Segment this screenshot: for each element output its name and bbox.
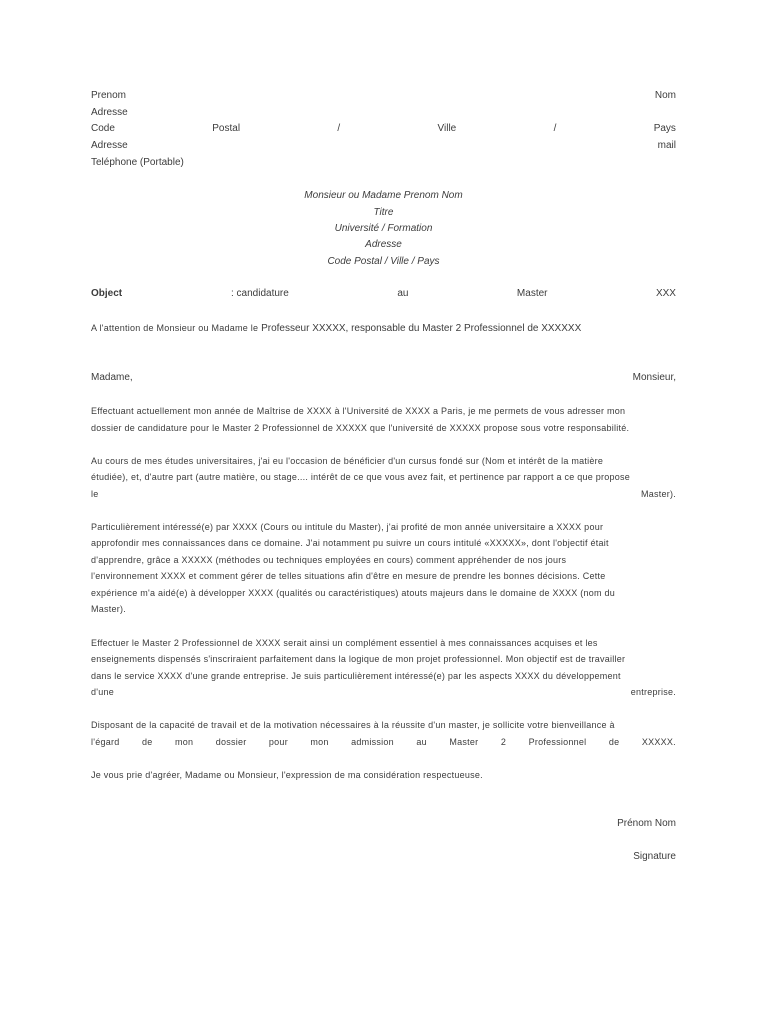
object-part: : candidature (231, 288, 289, 299)
p5-word: XXXXX. (641, 737, 676, 747)
sender-name-line (91, 90, 676, 102)
paragraph-4-last-line (91, 686, 676, 698)
attention-rest: Professeur XXXXX, responsable du Master 2 Professionnel de XXXXXX (261, 323, 582, 334)
sender-mail-left: Adresse (91, 140, 128, 151)
paragraph-5-second-line (91, 736, 676, 748)
object-part: Master (516, 288, 548, 299)
sender-mail-right: mail (657, 140, 676, 151)
p5-word: l'égard (91, 737, 120, 747)
paragraph-3-line: Particulièrement intéressé(e) par XXXX (Cours ou intitule du Master), j'ai profité de mon année universitaire a XXXX pour (91, 522, 604, 532)
p4-last-right: entreprise. (630, 687, 676, 697)
paragraph-2-line: étudiée), et, d'autre part (autre matière, ou stage.... intérêt de ce que vous avez fait, et pertinence par rapport a ce que propose (91, 472, 631, 482)
p5-word: mon (174, 737, 194, 747)
recipient-address: Adresse (365, 239, 402, 250)
sender-adresse: Adresse (91, 107, 128, 118)
paragraph-3-last-line: Master). (91, 604, 127, 614)
p5-word: admission (351, 737, 394, 747)
cp-part: / (553, 123, 557, 134)
p5-word: Master (449, 737, 479, 747)
cp-part: / (337, 123, 341, 134)
attention-prefix: A l'attention de Monsieur ou Madame le (91, 323, 262, 333)
p5-word: dossier (215, 737, 247, 747)
recipient-university: Université / Formation (334, 223, 433, 234)
paragraph-4-line: enseignements dispensés s'inscriraient parfaitement dans la logique de mon projet professionnel. Mon objectif est de travailler (91, 654, 626, 664)
paragraph-1-line: dossier de candidature pour le Master 2 Professionnel de XXXXX que l'université de XXXXX propose sous votre responsabilité. (91, 423, 630, 433)
object-label: Object (91, 288, 123, 299)
attention-line (91, 322, 676, 335)
paragraph-4-line: Effectuer le Master 2 Professionnel de XXXX serait ainsi un complément essentiel à mes connaissances acquises et les (91, 638, 598, 648)
paragraph-3-line: d'apprendre, grâce a XXXXX (méthodes ou techniques employées en cours) comment appréhender de nos jours (91, 555, 567, 565)
salutation-right: Monsieur, (632, 372, 676, 383)
paragraph-3-line: approfondir mes connaissances dans ce domaine. J'ai notamment pu suivre un cours intitulé «XXXXX», dont l'objectif était (91, 538, 609, 548)
recipient-name: Monsieur ou Madame Prenom Nom (304, 190, 463, 201)
paragraph-2-last-line (91, 488, 676, 500)
object-part: au (397, 288, 409, 299)
signature-name: Prénom Nom (617, 818, 676, 829)
salutation-line (91, 372, 676, 384)
p5-word: 2 (500, 737, 507, 747)
paragraph-5-line: Disposant de la capacité de travail et de la motivation nécessaires à la réussite d'un master, je sollicite votre bienveillance à (91, 720, 615, 730)
closing-line: Je vous prie d'agréer, Madame ou Monsieur, l'expression de ma considération respectueuse. (91, 770, 483, 780)
p5-word: de (141, 737, 153, 747)
p2-last-left: le (91, 489, 99, 499)
paragraph-1-line: Effectuant actuellement mon année de Maîtrise de XXXX à l'Université de XXXX a Paris, je me permets de vous adresser mon (91, 406, 626, 416)
p5-word: au (416, 737, 427, 747)
object-part: XXX (655, 288, 676, 299)
sender-prenom: Prenom (91, 90, 127, 101)
paragraph-3-line: expérience m'a aidé(e) à développer XXXX (qualités ou caractéristiques) atouts majeurs dans le domaine de XXXX (nom du (91, 588, 615, 598)
sender-nom: Nom (654, 90, 676, 101)
sender-mail-line (91, 140, 676, 152)
p5-word: mon (310, 737, 329, 747)
paragraph-4-line: dans le service XXXX d'une grande entreprise. Je suis particulièrement intéressé(e) par les aspects XXXX du développement (91, 671, 621, 681)
cp-part: Pays (653, 123, 676, 134)
cp-part: Code (91, 123, 115, 134)
p5-word: de (608, 737, 620, 747)
cp-part: Postal (212, 123, 241, 134)
cp-part: Ville (437, 123, 457, 134)
salutation-left: Madame, (91, 372, 133, 383)
paragraph-2-line: Au cours de mes études universitaires, j'ai eu l'occasion de bénéficier d'un cursus fondé sur (Nom et intérêt de la matière (91, 456, 604, 466)
sender-telephone: Teléphone (Portable) (91, 157, 184, 168)
p2-last-right: Master). (640, 489, 676, 499)
paragraph-3-line: l'environnement XXXX et comment gérer de telles situations afin d'être en mesure de prendre les bonnes décisions. Cette (91, 571, 606, 581)
sender-code-postal-line (91, 123, 676, 135)
p4-last-left: d'une (91, 687, 114, 697)
recipient-title: Titre (373, 207, 394, 218)
recipient-city: Code Postal / Ville / Pays (327, 256, 440, 267)
signature-label: Signature (633, 851, 676, 862)
p5-word: Professionnel (528, 737, 587, 747)
p5-word: pour (268, 737, 288, 747)
